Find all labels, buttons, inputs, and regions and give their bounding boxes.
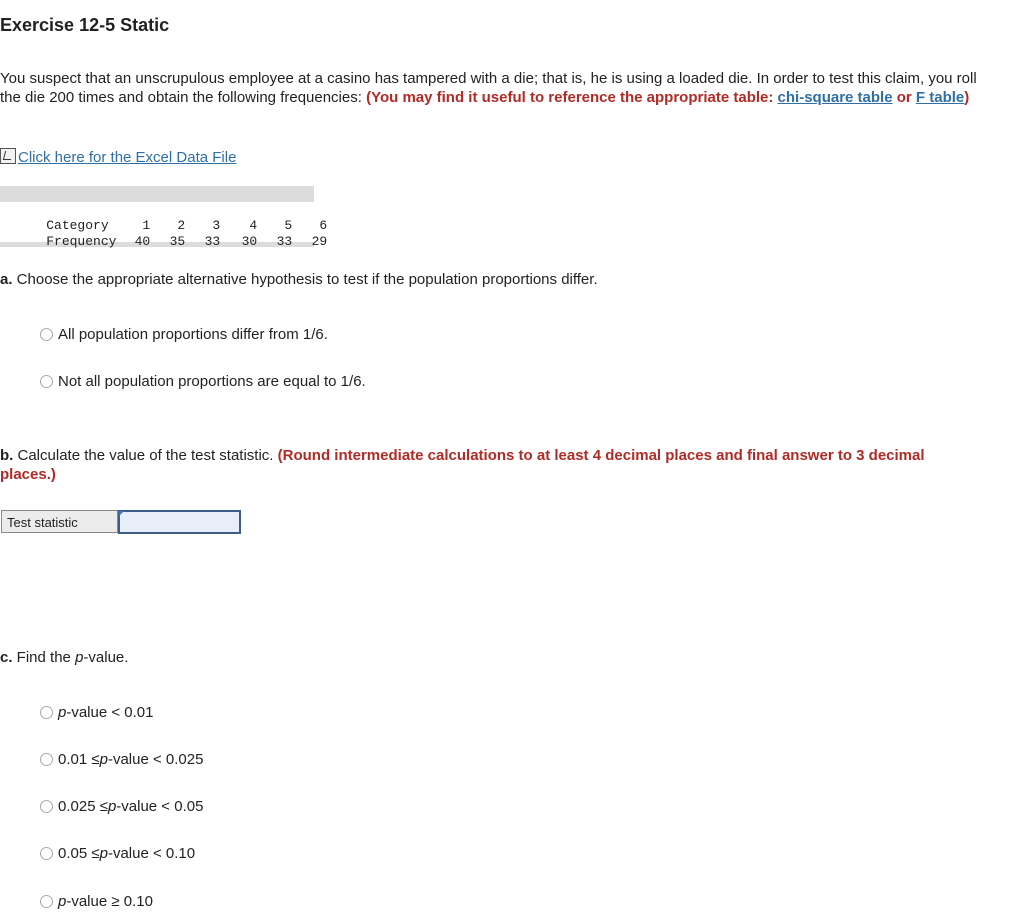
intro-text: You suspect that an unscrupulous employee at a casino has tampered with a die; that is, he is using a loaded die. In order to test this claim, you roll the die 200 times and obtain the following frequencies: — [0, 70, 977, 106]
frequency-label: Frequency — [46, 234, 117, 249]
p-value-option[interactable]: 0.05 ≤ p -value < 0.10 — [40, 845, 195, 862]
p-value-option[interactable]: 0.01 ≤ p -value < 0.025 — [40, 751, 203, 768]
f-table-link[interactable]: F table — [915, 89, 965, 106]
answer-marker-icon — [119, 511, 124, 516]
p-value-option[interactable]: p -value < 0.01 — [40, 704, 154, 721]
rounding-instruction: (Round intermediate calculations to at least 4 decimal places and final answer to 3 decimal places.) — [0, 447, 925, 483]
excel-file-icon — [0, 148, 16, 164]
frequency-row — [15, 219, 327, 264]
hypothesis-option[interactable]: All population proportions differ from 1/6. — [40, 326, 328, 343]
test-statistic-label: Test statistic — [1, 510, 118, 533]
category-label: Category — [46, 218, 109, 233]
reference-note: (You may find it useful to reference the appropriate table: chi-square table or F table) — [366, 89, 970, 106]
page-title: Exercise 12-5 Static — [0, 15, 170, 35]
frequency-cell: 33 — [204, 234, 221, 249]
category-cell: 5 — [284, 218, 293, 233]
part-b-question: b. Calculate the value of the test statistic. (Round intermediate calculations to at least 4 decimal places and final answer to 3 decimal places.) — [0, 447, 925, 483]
p-value-option[interactable]: 0.025 ≤ p -value < 0.05 — [40, 798, 203, 815]
frequency-cell: 30 — [241, 234, 258, 249]
part-c-question: c. Find the p-value. — [0, 649, 129, 666]
radio-button[interactable] — [40, 847, 53, 860]
category-cell: 3 — [212, 218, 221, 233]
frequency-cell: 29 — [311, 234, 328, 249]
test-statistic-input[interactable] — [118, 510, 241, 534]
chi-square-table-link[interactable]: chi-square table — [777, 89, 893, 106]
part-a-question: a. Choose the appropriate alternative hypothesis to test if the population proportions differ. — [0, 271, 598, 288]
p-value-option[interactable]: p -value ≥ 0.10 — [40, 893, 153, 910]
frequency-cell: 33 — [276, 234, 293, 249]
radio-button[interactable] — [40, 753, 53, 766]
radio-button[interactable] — [40, 706, 53, 719]
excel-data-file-link[interactable]: Click here for the Excel Data File — [0, 148, 236, 167]
problem-intro — [0, 69, 990, 107]
radio-button[interactable] — [40, 895, 53, 908]
radio-button[interactable] — [40, 328, 53, 341]
category-cell: 6 — [319, 218, 328, 233]
hypothesis-option[interactable]: Not all population proportions are equal to 1/6. — [40, 373, 366, 390]
radio-button[interactable] — [40, 375, 53, 388]
category-cell: 4 — [249, 218, 258, 233]
frequency-cell: 35 — [169, 234, 186, 249]
radio-button[interactable] — [40, 800, 53, 813]
category-cell: 2 — [177, 218, 186, 233]
frequency-cell: 40 — [134, 234, 151, 249]
frequency-data-table — [0, 186, 328, 249]
category-cell: 1 — [142, 218, 151, 233]
table-top-rule — [0, 186, 314, 202]
